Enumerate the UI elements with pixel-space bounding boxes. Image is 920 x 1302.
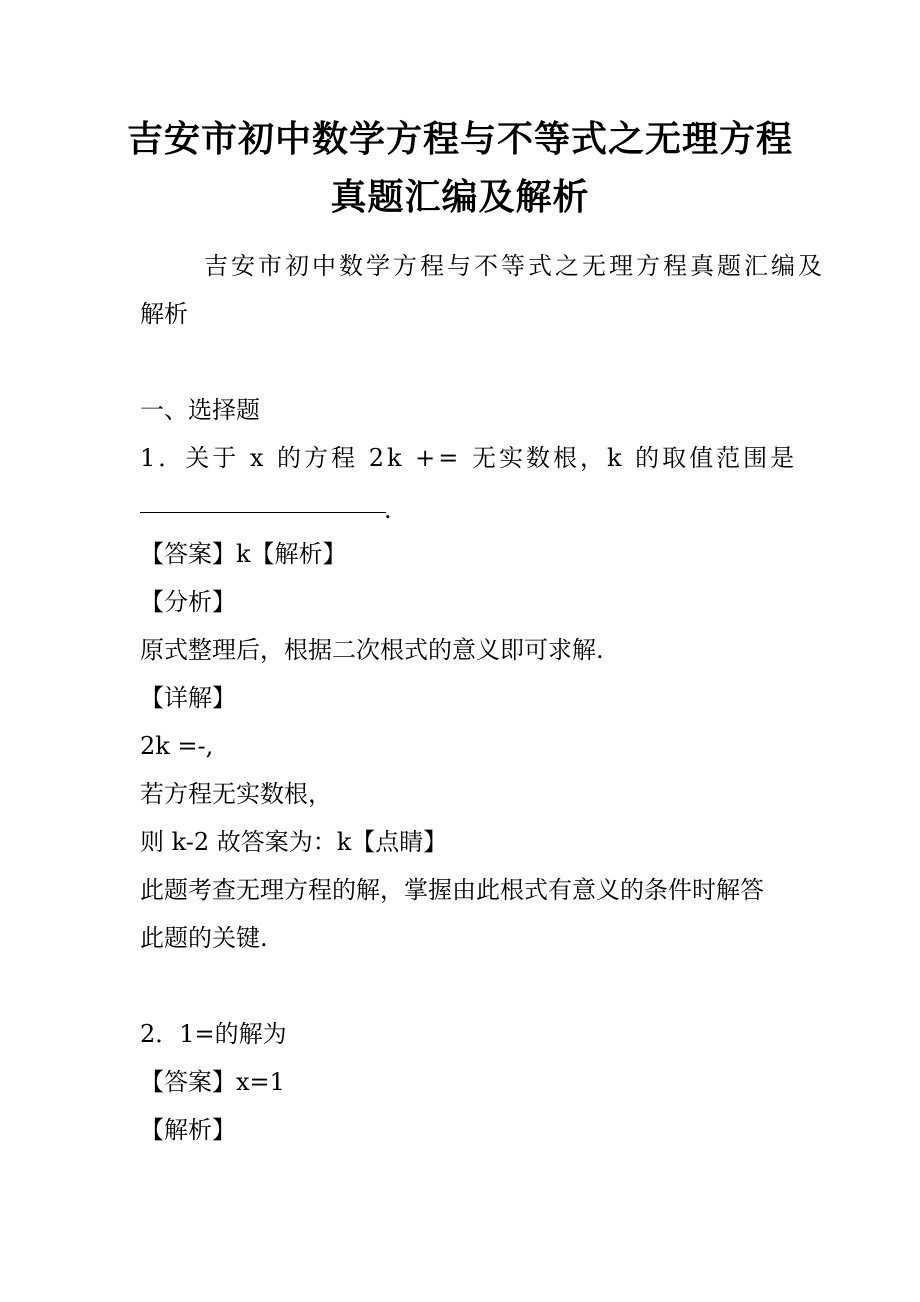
question-1-analysis: 原式整理后，根据二次根式的意义即可求解. [140,636,604,664]
question-2-answer: 【答案】x=1 [140,1068,285,1096]
question-1-analysis-label: 【分析】 [140,588,236,616]
question-1-detail-3: 则 k-2 故答案为：k【点睛】 [140,828,448,856]
section-heading: 一、选择题 [140,396,260,424]
answer-blank-line [140,512,386,513]
document-title-line-1: 吉安市初中数学方程与不等式之无理方程 [126,119,793,160]
question-1-comment-1: 此题考查无理方程的解，掌握由此根式有意义的条件时解答 [140,876,764,904]
question-1-stem: 1．关于 x 的方程 2k += 无实数根，k 的取值范围是 [140,444,798,472]
document-title-line-2: 真题汇编及解析 [330,177,590,218]
question-1-detail-1: 2k =-, [140,732,214,760]
intro-line-2: 解析 [140,300,188,328]
question-1-detail-label: 【详解】 [140,684,236,712]
question-2-analysis-label: 【解析】 [140,1116,236,1144]
question-1-answer: 【答案】k【解析】 [140,540,347,568]
intro-line-1: 吉安市初中数学方程与不等式之无理方程真题汇编及 [204,252,825,280]
question-1-detail-2: 若方程无实数根， [140,780,332,808]
answer-blank-period: . [384,496,392,524]
question-1-comment-2: 此题的关键. [140,924,268,952]
question-2-stem: 2．1=的解为 [140,1020,287,1048]
